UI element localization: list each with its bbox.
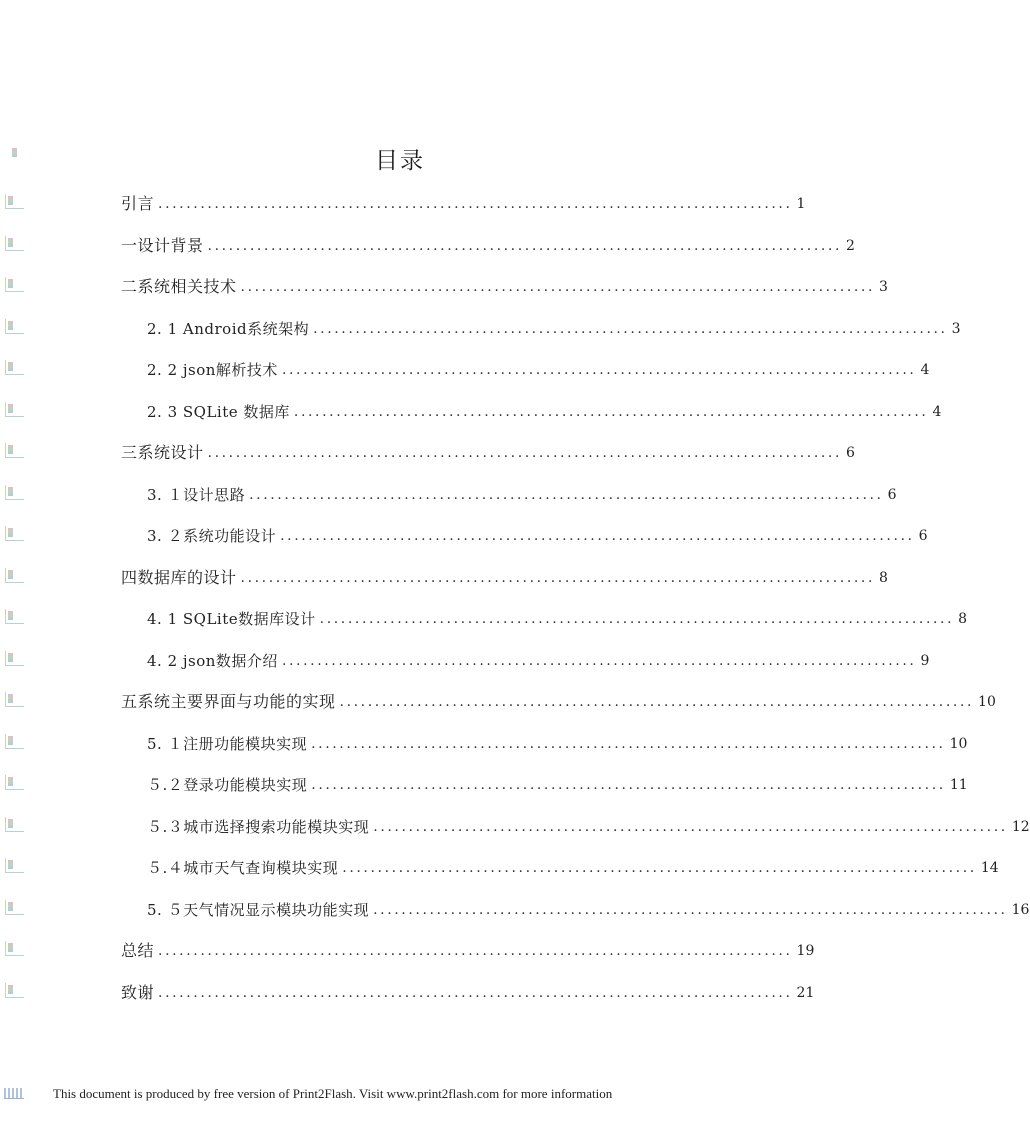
toc-entry-label: 二系统相关技术 xyxy=(121,277,237,296)
toc-entry-page: 6 xyxy=(887,487,897,503)
print2flash-logo-icon xyxy=(4,1088,24,1099)
toc-entry[interactable] xyxy=(147,644,930,670)
toc-entry[interactable] xyxy=(147,810,1030,836)
margin-marker-icon xyxy=(10,146,14,164)
toc-entry-page: 3 xyxy=(951,321,961,337)
margin-marker-icon xyxy=(5,858,24,873)
toc-entry-label: 一设计背景 xyxy=(121,236,204,255)
margin-marker-icon xyxy=(5,651,24,666)
margin-marker-icon xyxy=(5,817,24,832)
toc-entry-page: 2 xyxy=(846,238,855,254)
toc-entry-page: 4 xyxy=(920,362,930,378)
toc-entry-label: 5. １注册功能模块实现 xyxy=(147,735,308,753)
toc-entry[interactable] xyxy=(147,395,942,421)
toc-entry-page: 11 xyxy=(949,777,968,793)
watermark-footer: This document is produced by free version of Print2Flash. Visit www.print2flash.com for more information xyxy=(53,1086,613,1101)
toc-entry[interactable] xyxy=(121,436,855,462)
toc-entry[interactable] xyxy=(147,478,897,504)
dot-leader: .......................................................................................... xyxy=(240,570,876,586)
toc-entry[interactable] xyxy=(147,727,968,753)
toc-entry-label: 四数据库的设计 xyxy=(121,568,237,587)
dot-leader: .......................................................................................... xyxy=(339,694,975,710)
toc-entry-page: 1 xyxy=(796,196,806,212)
toc-entry-page: 16 xyxy=(1011,902,1030,918)
toc-entry-label: 2. 1 Android系统架构 xyxy=(147,320,310,338)
toc-entry-page: 8 xyxy=(958,611,968,627)
toc-entry-label: 五系统主要界面与功能的实现 xyxy=(121,692,336,711)
toc-entry-label: ５.３城市选择搜索功能模块实现 xyxy=(147,818,370,836)
dot-leader: .......................................................................................... xyxy=(373,819,1008,835)
dot-leader: .......................................................................................... xyxy=(311,777,946,793)
toc-entry[interactable] xyxy=(121,229,855,255)
toc-entry[interactable] xyxy=(121,685,996,711)
toc-entry[interactable] xyxy=(147,602,968,628)
dot-leader: .......................................................................................... xyxy=(240,279,876,295)
margin-marker-icon xyxy=(5,609,24,624)
toc-entry-page: 6 xyxy=(918,528,928,544)
margin-marker-icon xyxy=(5,277,24,292)
margin-marker-icon xyxy=(5,775,24,790)
margin-marker-icon xyxy=(5,485,24,500)
toc-entry[interactable] xyxy=(121,934,815,960)
toc-entry[interactable] xyxy=(121,270,888,296)
dot-leader: .......................................................................................... xyxy=(293,404,929,420)
margin-marker-icon xyxy=(5,526,24,541)
toc-entry-page: 10 xyxy=(949,736,968,752)
toc-entry[interactable] xyxy=(121,976,815,1002)
dot-leader: .......................................................................................... xyxy=(313,321,948,337)
toc-entry-label: 三系统设计 xyxy=(121,443,204,462)
toc-entry[interactable] xyxy=(147,353,930,379)
toc-entry-label: ５.４城市天气查询模块实现 xyxy=(147,859,339,877)
toc-entry-page: 12 xyxy=(1011,819,1030,835)
toc-entry-label: 4. 1 SQLite数据库设计 xyxy=(147,610,316,628)
toc-entry-label: 2. 2 json解析技术 xyxy=(147,361,278,379)
toc-entry-page: 21 xyxy=(796,985,815,1001)
dot-leader: .......................................................................................... xyxy=(280,528,915,544)
toc-entry-page: 4 xyxy=(932,404,942,420)
toc-entry-label: 5. ５天气情况显示模块功能实现 xyxy=(147,901,370,919)
margin-marker-icon xyxy=(5,443,24,458)
toc-entry-label: 致谢 xyxy=(121,983,155,1002)
dot-leader: .......................................................................................... xyxy=(281,653,917,669)
toc-entry-label: 4. 2 json数据介绍 xyxy=(147,652,278,670)
toc-entry[interactable] xyxy=(147,893,1030,919)
toc-entry[interactable] xyxy=(121,561,888,587)
margin-marker-icon xyxy=(5,319,24,334)
toc-entry-page: 8 xyxy=(879,570,888,586)
dot-leader: .......................................................................................... xyxy=(158,985,793,1001)
toc-entry-page: 6 xyxy=(846,445,855,461)
toc-entry[interactable] xyxy=(147,768,968,794)
margin-marker-icon xyxy=(5,568,24,583)
toc-entry-page: 14 xyxy=(980,860,999,876)
toc-entry[interactable] xyxy=(147,519,928,545)
toc-entry[interactable] xyxy=(121,187,806,213)
dot-leader: .......................................................................................... xyxy=(342,860,977,876)
margin-marker-icon xyxy=(5,941,24,956)
toc-entry-page: 9 xyxy=(920,653,930,669)
toc-entry-page: 10 xyxy=(978,694,996,710)
dot-leader: .......................................................................................... xyxy=(373,902,1008,918)
toc-entry-page: 3 xyxy=(879,279,888,295)
dot-leader: .......................................................................................... xyxy=(207,445,843,461)
dot-leader: .......................................................................................... xyxy=(158,943,793,959)
margin-marker-icon xyxy=(5,402,24,417)
toc-entry[interactable] xyxy=(147,312,961,338)
dot-leader: .......................................................................................... xyxy=(158,196,793,212)
margin-marker-icon xyxy=(5,360,24,375)
dot-leader: .......................................................................................... xyxy=(207,238,843,254)
toc-entry-label: ５.２登录功能模块实现 xyxy=(147,776,308,794)
toc-entry-label: 总结 xyxy=(121,941,155,960)
dot-leader: .......................................................................................... xyxy=(311,736,946,752)
toc-entry-label: 引言 xyxy=(121,194,155,213)
toc-entry-page: 19 xyxy=(796,943,815,959)
margin-marker-icon xyxy=(5,236,24,251)
margin-marker-icon xyxy=(5,900,24,915)
toc-entry-label: 3. １设计思路 xyxy=(147,486,246,504)
margin-marker-icon xyxy=(5,983,24,998)
toc-entry-label: 2. 3 SQLite 数据库 xyxy=(147,403,290,421)
dot-leader: .......................................................................................... xyxy=(281,362,917,378)
dot-leader: .......................................................................................... xyxy=(249,487,884,503)
toc-entry[interactable] xyxy=(147,851,999,877)
page-title: 目录 xyxy=(375,148,425,174)
toc-entry-label: 3. ２系统功能设计 xyxy=(147,527,277,545)
margin-marker-icon xyxy=(5,194,24,209)
margin-marker-icon xyxy=(5,734,24,749)
margin-marker-icon xyxy=(5,692,24,707)
dot-leader: .......................................................................................... xyxy=(319,611,955,627)
